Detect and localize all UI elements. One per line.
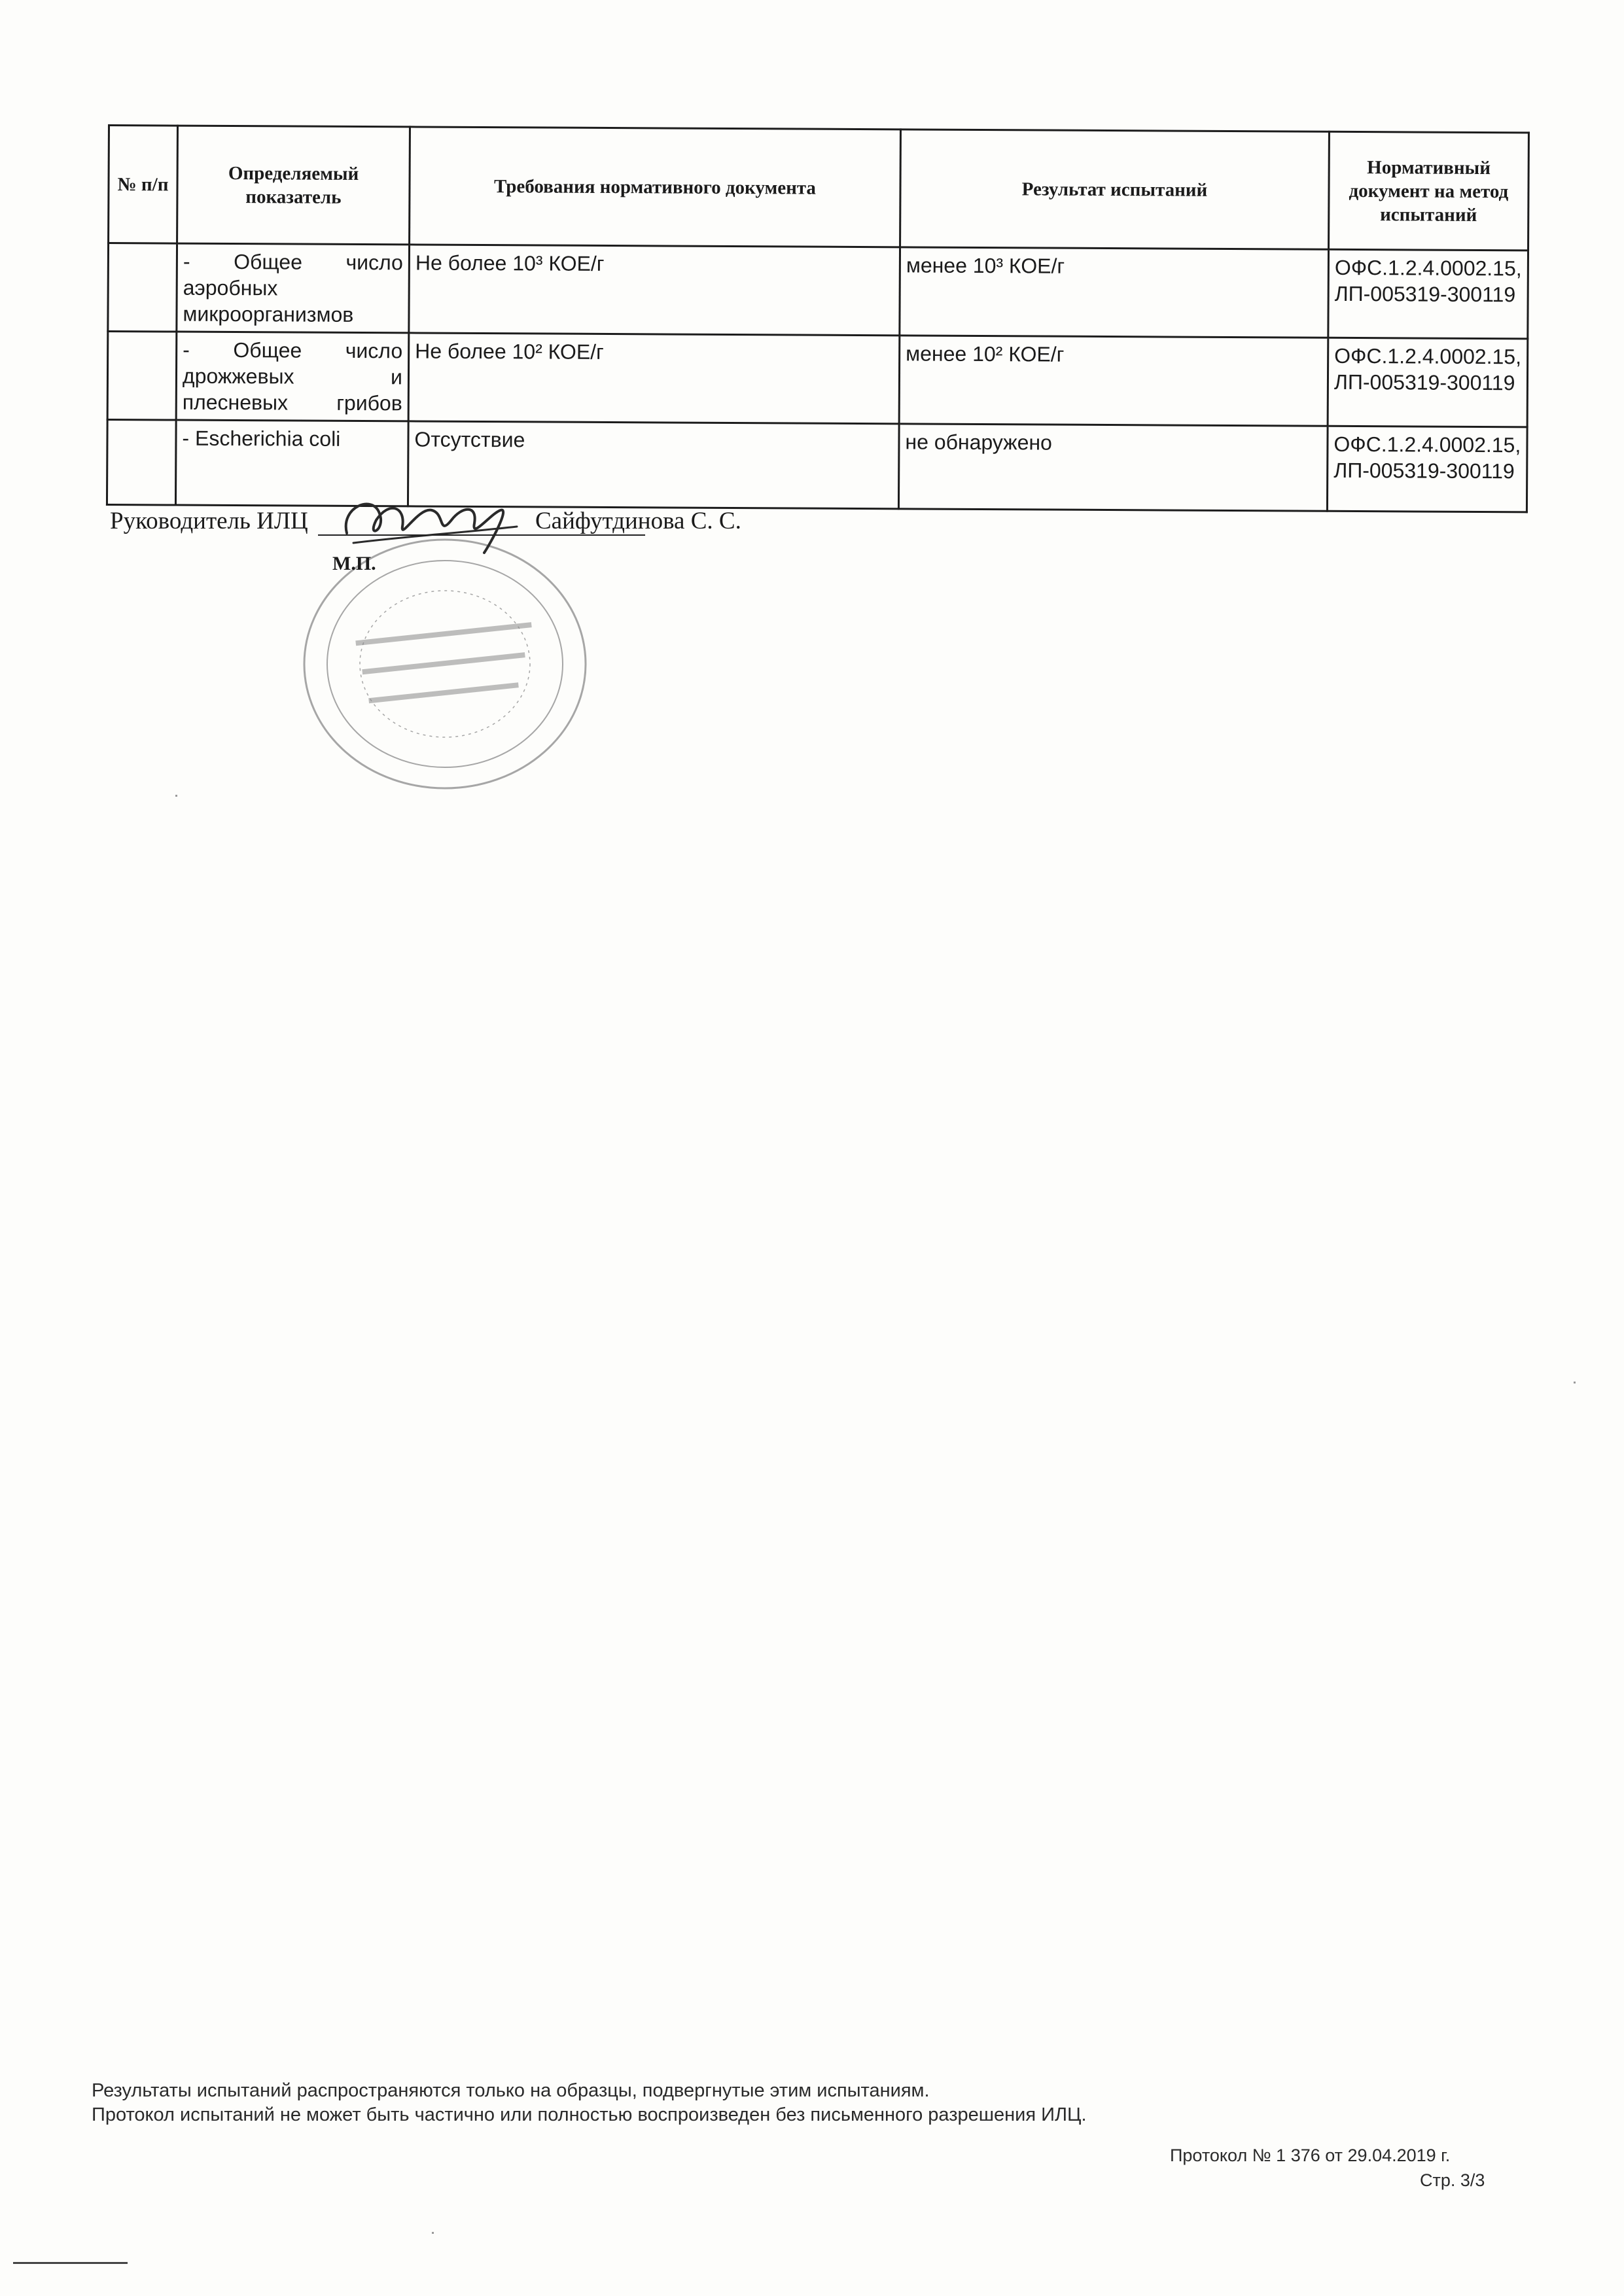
table-row (108, 243, 1528, 339)
row-requirement: Не более 10² КОЕ/г (408, 333, 900, 424)
page-number: Стр. 3/3 (1420, 2170, 1485, 2190)
results-table (106, 124, 1530, 513)
row-num (107, 332, 177, 421)
header-method: Нормативный документ на метод испытаний (1329, 131, 1529, 251)
row-result: не обнаружено (898, 424, 1328, 511)
signer-name: Сайфутдинова С. С. (535, 508, 741, 534)
table-row (107, 420, 1527, 512)
row-result: менее 10³ КОЕ/г (900, 247, 1329, 338)
header-requirement: Требования нормативного документа (410, 127, 901, 247)
row-result: менее 10² КОЕ/г (899, 336, 1328, 426)
row-indicator: - Escherichia coli (175, 420, 408, 506)
row-requirement: Не более 10³ КОЕ/г (409, 245, 900, 336)
row-indicator: - Общее число дрожжевых и плесневых грибов (176, 332, 409, 421)
row-requirement: Отсутствие (408, 421, 899, 509)
row-num (107, 420, 176, 506)
footer-note: Протокол испытаний не может быть частично или полностью воспроизведен без письменного разрешения ИЛЦ. (92, 2104, 1087, 2125)
row-num (108, 243, 177, 332)
header-num: № п/п (109, 126, 178, 244)
header-result: Результат испытаний (900, 130, 1330, 249)
row-indicator: - Общее число аэробных микроорганизмов (177, 243, 410, 333)
row-method: ОФС.1.2.4.0002.15, ЛП-005319-300119 (1328, 338, 1528, 427)
table-header-row (109, 126, 1529, 251)
stamp-place-label: М.П. (332, 553, 376, 574)
header-indicator: Определяемый показатель (177, 126, 410, 245)
handwritten-signature (327, 481, 543, 559)
scan-edge-mark (13, 2262, 128, 2264)
scan-speck (175, 795, 177, 797)
scan-speck (432, 2232, 434, 2234)
scan-speck (1574, 1382, 1576, 1383)
table-row (107, 332, 1528, 427)
protocol-number: Протокол № 1 376 от 29.04.2019 г. (1170, 2146, 1451, 2165)
signer-role: Руководитель ИЛЦ (110, 508, 308, 534)
row-method: ОФС.1.2.4.0002.15, ЛП-005319-300119 (1328, 249, 1528, 339)
row-method: ОФС.1.2.4.0002.15, ЛП-005319-300119 (1327, 426, 1527, 512)
footer-note: Результаты испытаний распространяются только на образцы, подвергнутые этим испытаниям. (92, 2080, 930, 2101)
